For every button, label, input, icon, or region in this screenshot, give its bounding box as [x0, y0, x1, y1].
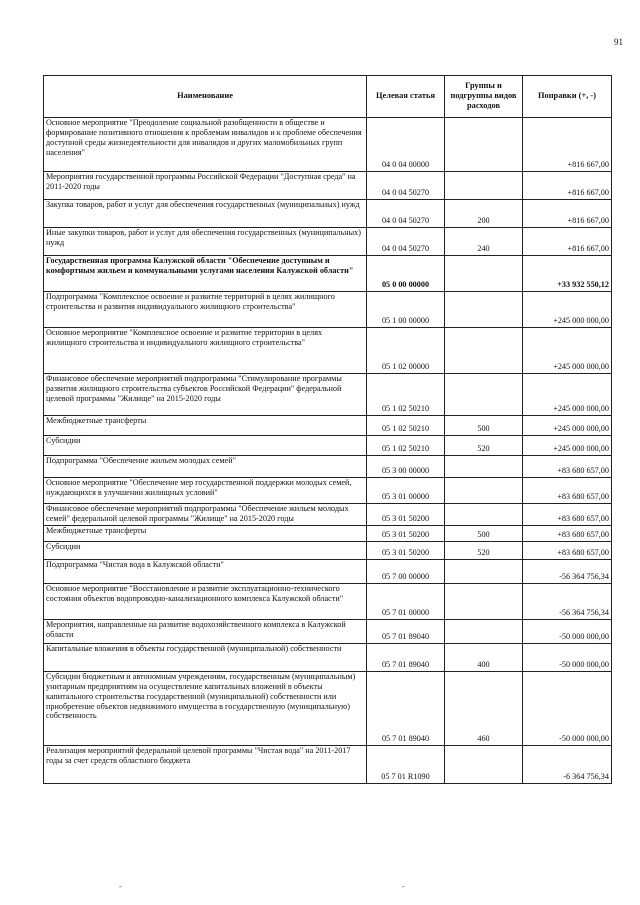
row-amount-cell: -50 000 000,00	[523, 620, 612, 644]
row-name-cell: Иные закупки товаров, работ и услуг для обеспечения государственных (муниципальных) нужд	[44, 228, 367, 256]
row-group-cell: 520	[445, 436, 523, 456]
table-row	[44, 560, 612, 584]
row-amount-cell: -56 364 756,34	[523, 560, 612, 584]
row-amount-cell: +245 000 000,00	[523, 416, 612, 436]
table-row	[44, 292, 612, 328]
row-group-cell	[445, 256, 523, 292]
row-amount-cell: +245 000 000,00	[523, 436, 612, 456]
row-name-cell: Основное мероприятие "Преодоление социальной разобщенности в обществе и формирование позитивного отношения к проблемам инвалидов и к проблеме обеспечения доступной среды жизнедеятельности для инвалидов и других маломобильных групп населения"	[44, 118, 367, 172]
row-amount-cell: +816 667,00	[523, 172, 612, 200]
row-group-cell: 240	[445, 228, 523, 256]
row-group-cell	[445, 620, 523, 644]
row-amount-cell: +83 680 657,00	[523, 456, 612, 478]
row-name-cell: Основное мероприятие "Обеспечение мер государственной поддержки молодых семей, нуждающихся в улучшении жилищных условий"	[44, 478, 367, 504]
row-name-cell: Мероприятия, направленные на развитие водохозяйственного комплекса в Калужской области	[44, 620, 367, 644]
row-amount-cell: +83 680 657,00	[523, 542, 612, 560]
row-amount-cell: +33 932 550,12	[523, 256, 612, 292]
row-group-cell	[445, 456, 523, 478]
row-name-cell: Основное мероприятие "Комплексное освоение и развитие территории в целях жилищного строительства и индивидуального жилищного строительства"	[44, 328, 367, 374]
row-amount-cell: +245 000 000,00	[523, 292, 612, 328]
row-target-cell: 04 0 04 50270	[367, 228, 445, 256]
table-row	[44, 620, 612, 644]
row-group-cell	[445, 504, 523, 526]
row-name-cell: Межбюджетные трансферты	[44, 416, 367, 436]
row-name-cell: Субсидии	[44, 542, 367, 560]
table-row	[44, 436, 612, 456]
row-amount-cell: +816 667,00	[523, 228, 612, 256]
row-amount-cell: +245 000 000,00	[523, 328, 612, 374]
table-row	[44, 746, 612, 784]
row-target-cell: 05 1 02 00000	[367, 328, 445, 374]
page-number: 91	[614, 37, 623, 47]
row-target-cell: 05 3 01 50200	[367, 542, 445, 560]
row-group-cell: 500	[445, 416, 523, 436]
row-amount-cell: +83 680 657,00	[523, 478, 612, 504]
row-group-cell	[445, 292, 523, 328]
row-target-cell: 05 7 01 89040	[367, 672, 445, 746]
table-row	[44, 256, 612, 292]
row-amount-cell: +816 667,00	[523, 200, 612, 228]
row-name-cell: Субсидии	[44, 436, 367, 456]
row-name-cell: Закупка товаров, работ и услуг для обеспечения государственных (муниципальных) нужд	[44, 200, 367, 228]
header-groups: Группы и подгруппы видов расходов	[445, 76, 523, 118]
row-target-cell: 05 3 00 00000	[367, 456, 445, 478]
table-row	[44, 526, 612, 542]
row-name-cell: Межбюджетные трансферты	[44, 526, 367, 542]
header-amendments: Поправки (+, -)	[523, 76, 612, 118]
table-row	[44, 172, 612, 200]
row-group-cell: 200	[445, 200, 523, 228]
row-target-cell: 05 1 00 00000	[367, 292, 445, 328]
row-target-cell: 05 1 02 50210	[367, 436, 445, 456]
row-amount-cell: +83 680 657,00	[523, 526, 612, 542]
table-row	[44, 584, 612, 620]
row-target-cell: 05 7 00 00000	[367, 560, 445, 584]
row-group-cell	[445, 374, 523, 416]
table-header-row	[44, 76, 612, 118]
row-group-cell	[445, 478, 523, 504]
row-target-cell: 05 0 00 00000	[367, 256, 445, 292]
row-target-cell: 05 3 01 50200	[367, 504, 445, 526]
header-target: Целевая статья	[367, 76, 445, 118]
row-name-cell: Подпрограмма "Комплексное освоение и развитие территорий в целях жилищного строительства и развития индивидуального жилищного строительства"	[44, 292, 367, 328]
footer-mark: -	[402, 882, 405, 891]
row-group-cell	[445, 328, 523, 374]
row-group-cell: 520	[445, 542, 523, 560]
row-target-cell: 05 7 01 89040	[367, 620, 445, 644]
row-group-cell: 400	[445, 644, 523, 672]
table-row	[44, 328, 612, 374]
row-target-cell: 05 7 01 00000	[367, 584, 445, 620]
row-group-cell	[445, 746, 523, 784]
row-target-cell: 05 7 01 R1090	[367, 746, 445, 784]
row-target-cell: 05 1 02 50210	[367, 374, 445, 416]
table-row	[44, 416, 612, 436]
row-name-cell: Капитальные вложения в объекты государственной (муниципальной) собственности	[44, 644, 367, 672]
table-row	[44, 644, 612, 672]
table-row	[44, 504, 612, 526]
row-amount-cell: +816 667,00	[523, 118, 612, 172]
row-name-cell: Подпрограмма "Обеспечение жильем молодых семей"	[44, 456, 367, 478]
row-target-cell: 05 3 01 00000	[367, 478, 445, 504]
row-amount-cell: +83 680 657,00	[523, 504, 612, 526]
footer-mark: -	[119, 882, 122, 891]
row-amount-cell: -6 364 756,34	[523, 746, 612, 784]
header-name: Наименование	[44, 76, 367, 118]
row-amount-cell: +245 000 000,00	[523, 374, 612, 416]
table-row	[44, 228, 612, 256]
row-group-cell	[445, 172, 523, 200]
row-group-cell: 460	[445, 672, 523, 746]
row-target-cell: 05 7 01 89040	[367, 644, 445, 672]
row-group-cell	[445, 584, 523, 620]
row-name-cell: Мероприятия государственной программы Российской Федерации "Доступная среда" на 2011-2020 годы	[44, 172, 367, 200]
row-name-cell: Финансовое обеспечение мероприятий подпрограммы "Обеспечение жильем молодых семей" федеральной целевой программы "Жилище" на 2015-2020 годы	[44, 504, 367, 526]
row-target-cell: 04 0 04 00000	[367, 118, 445, 172]
row-name-cell: Основное мероприятие "Восстановление и развитие эксплуатационно-технического состояния объектов водопроводно-канализационного комплекса Калужской области"	[44, 584, 367, 620]
row-name-cell: Финансовое обеспечение мероприятий подпрограммы "Стимулирование программы развития жилищного строительства субъектов Российской Федерации" федеральной целевой программы "Жилище" на 2015-2020 годы	[44, 374, 367, 416]
table-row	[44, 542, 612, 560]
row-amount-cell: -50 000 000,00	[523, 672, 612, 746]
row-name-cell: Реализация мероприятий федеральной целевой программы "Чистая вода" на 2011-2017 годы за счет средств областного бюджета	[44, 746, 367, 784]
row-amount-cell: -56 364 756,34	[523, 584, 612, 620]
table-row	[44, 374, 612, 416]
row-target-cell: 05 1 02 50210	[367, 416, 445, 436]
table-row	[44, 118, 612, 172]
row-target-cell: 04 0 04 50270	[367, 172, 445, 200]
row-target-cell: 04 0 04 50270	[367, 200, 445, 228]
table-row	[44, 478, 612, 504]
row-amount-cell: -50 000 000,00	[523, 644, 612, 672]
row-group-cell	[445, 118, 523, 172]
row-name-cell: Субсидии бюджетным и автономным учреждениям, государственным (муниципальным) унитарным предприятиям на осуществление капитальных вложений в объекты капитального строительства государственной (муниципальной) собственности или приобретение объектов недвижимого имущества в государственную (муниципальную) собственность	[44, 672, 367, 746]
row-group-cell	[445, 560, 523, 584]
table-row	[44, 456, 612, 478]
budget-table	[43, 75, 612, 784]
row-name-cell: Государственная программа Калужской области "Обеспечение доступным и комфортным жильем и коммунальными услугами населения Калужской области"	[44, 256, 367, 292]
row-group-cell: 500	[445, 526, 523, 542]
row-target-cell: 05 3 01 50200	[367, 526, 445, 542]
table-row	[44, 672, 612, 746]
row-name-cell: Подпрограмма "Чистая вода в Калужской области"	[44, 560, 367, 584]
table-row	[44, 200, 612, 228]
